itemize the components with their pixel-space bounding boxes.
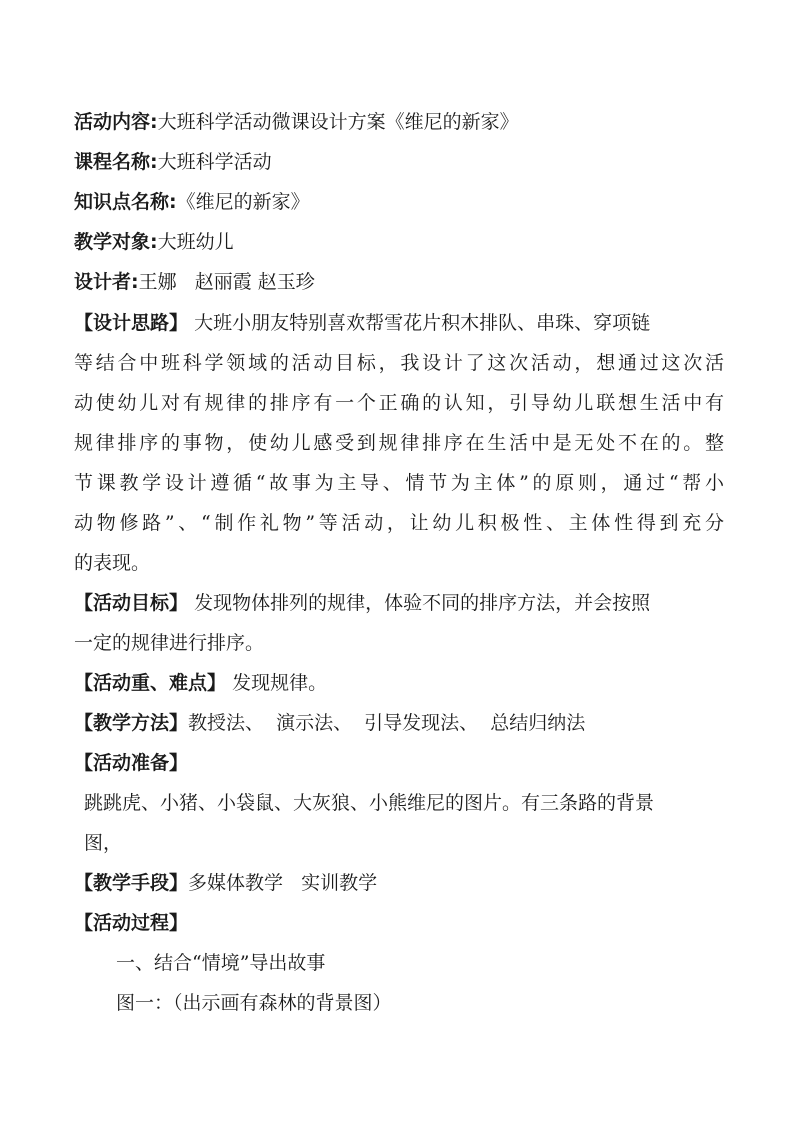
design-idea-line-5: 节课教学设计遵循“故事为主导、情节为主体”的原则，通过“帮小 xyxy=(74,472,724,494)
course-name-value: 大班科学活动 xyxy=(157,151,272,173)
activity-goal-line-1 xyxy=(74,591,724,615)
course-name-row xyxy=(74,150,724,174)
teaching-methods-heading: 【教学方法】 xyxy=(74,712,189,734)
design-idea-line-3: 动使幼儿对有规律的排序有一个正确的认知，引导幼儿联想生活中有 xyxy=(74,392,724,414)
preparation-line-1: 跳跳虎、小猪、小袋鼠、大灰狼、小熊维尼的图片。有三条路的背景 xyxy=(84,792,655,814)
design-idea-heading: 【设计思路】 xyxy=(74,312,189,334)
process-heading: 【活动过程】 xyxy=(74,912,189,934)
activity-goal-line-2: 一定的规律进行排序。 xyxy=(74,632,265,654)
teaching-means-heading: 【教学手段】 xyxy=(74,872,189,894)
knowledge-point-value: 《维尼的新家》 xyxy=(176,191,310,213)
key-points-text: 发现规律。 xyxy=(232,672,328,694)
design-idea-line-4: 规律排序的事物，使幼儿感受到规律排序在生活中是无处不在的。整 xyxy=(74,432,724,454)
preparation-heading: 【活动准备】 xyxy=(74,752,189,774)
knowledge-point-row xyxy=(74,190,724,214)
course-name-label: 课程名称: xyxy=(74,151,158,173)
activity-content-row xyxy=(74,110,724,134)
teaching-means-text: 多媒体教学 实训教学 xyxy=(188,872,378,894)
design-idea-line-2: 等结合中班科学领域的活动目标，我设计了这次活动，想通过这次活 xyxy=(74,352,724,374)
teaching-target-row xyxy=(74,230,724,254)
process-heading-row xyxy=(74,911,724,935)
designer-label: 设计者: xyxy=(74,271,139,293)
designer-value: 王娜 赵丽霞 赵玉珍 xyxy=(138,271,315,293)
teaching-means-row xyxy=(74,871,724,895)
teaching-target-value: 大班幼儿 xyxy=(157,231,234,253)
designer-row xyxy=(74,270,724,294)
activity-content-value: 大班科学活动微课设计方案《维尼的新家》 xyxy=(157,111,519,133)
knowledge-point-label: 知识点名称: xyxy=(74,191,177,213)
design-idea-line-6: 动物修路”、“制作礼物”等活动，让幼儿积极性、主体性得到充分 xyxy=(74,512,724,534)
activity-goal-heading: 【活动目标】 xyxy=(74,592,189,614)
teaching-methods-row xyxy=(74,711,724,735)
design-idea-line-7: 的表现。 xyxy=(74,552,151,574)
key-points-row xyxy=(74,671,724,695)
design-idea-text-1: 大班小朋友特别喜欢帮雪花片积木排队、串珠、穿项链 xyxy=(194,312,651,334)
preparation-heading-row xyxy=(74,751,724,775)
activity-content-label: 活动内容: xyxy=(74,111,158,133)
preparation-line-2: 图， xyxy=(84,832,123,854)
key-points-heading: 【活动重、难点】 xyxy=(74,672,227,694)
activity-goal-text-1: 发现物体排列的规律，体验不同的排序方法，并会按照 xyxy=(194,592,651,614)
teaching-methods-text: 教授法、 演示法、 引导发现法、 总结归纳法 xyxy=(188,712,586,734)
process-figure-1: 图一：（出示画有森林的背景图） xyxy=(116,992,392,1014)
process-step-1: 一、结合“情境”导出故事 xyxy=(116,952,326,974)
design-idea-line-1 xyxy=(74,311,724,335)
teaching-target-label: 教学对象: xyxy=(74,231,158,253)
